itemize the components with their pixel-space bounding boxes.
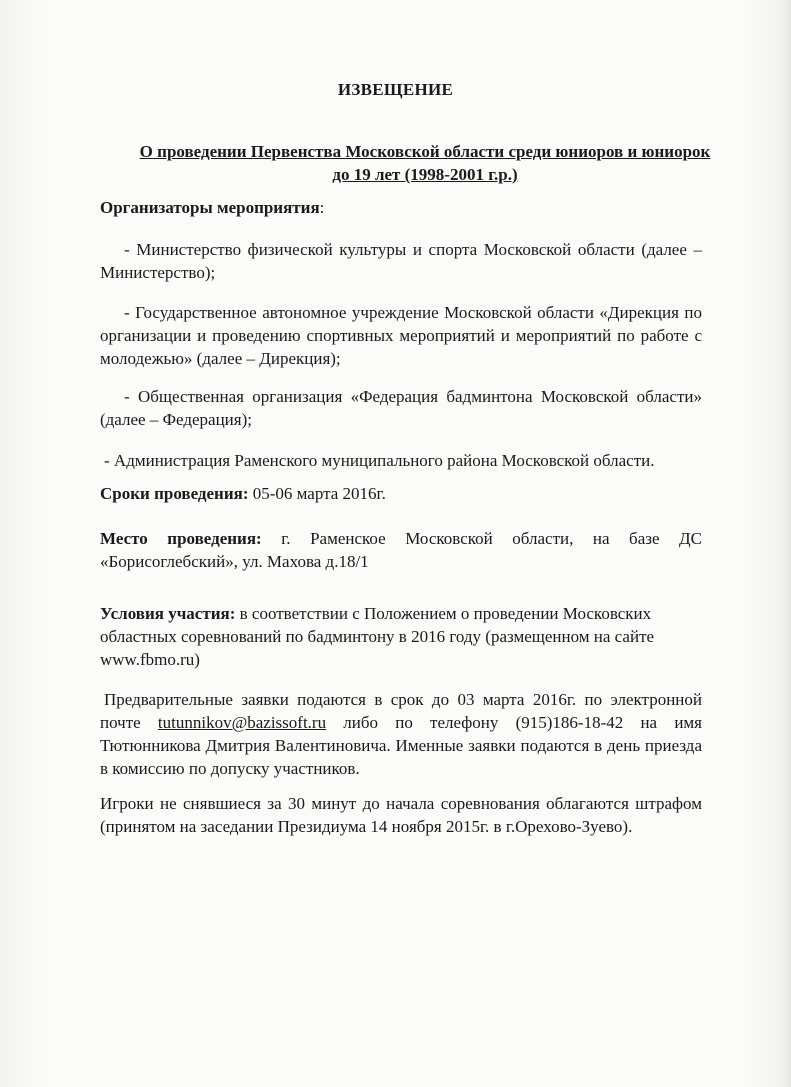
organizers-heading <box>100 196 702 219</box>
applications-text-after: либо по телефону (915)186-18-42 на имя Тютюнникова Дмитрия Валентиновича. Именные заявки подаются в день приезда в комиссию по допуску участников. <box>100 713 702 778</box>
participation-conditions-label: Условия участия: <box>100 604 236 623</box>
organizer-item-administration: - Администрация Раменского муниципального района Московской области. <box>104 451 655 470</box>
organizers-label: Организаторы мероприятия <box>100 198 320 217</box>
event-venue-label: Место проведения: <box>100 529 262 548</box>
document-title: ИЗВЕЩЕНИЕ <box>337 80 454 99</box>
organizer-item-federation: - Общественная организация «Федерация бадминтона Московской области» (далее – Федерация); <box>100 387 702 429</box>
event-dates-label: Сроки проведения: <box>100 484 249 503</box>
event-dates <box>100 482 702 505</box>
event-venue <box>100 527 702 573</box>
applications-email: tutunnikov@bazissoft.ru <box>157 713 327 732</box>
organizer-item-ministry: - Министерство физической культуры и спорта Московской области (далее – Министерство); <box>100 240 702 282</box>
penalty-notice: Игроки не снявшиеся за 30 минут до начала соревнования облагаются штрафом (принятом на заседании Президиума 14 ноября 2015г. в г.Орехово-Зуево). <box>100 794 702 836</box>
preliminary-applications <box>100 688 702 780</box>
organizer-item-directorate: - Государственное автономное учреждение Московской области «Дирекция по организации и проведению спортивных мероприятий и мероприятий по работе с молодежью» (далее – Дирекция); <box>100 303 702 368</box>
organizers-label-suffix: : <box>319 198 325 217</box>
page-edge-shadow <box>783 0 791 1087</box>
event-dates-value: 05-06 марта 2016г. <box>248 484 386 503</box>
event-venue-value: г. Раменское Московской области, на базе ДС «Борисоглебский», ул. Махова д.18/1 <box>100 529 702 571</box>
applications-text-before: Предварительные заявки подаются в срок до 03 марта 2016г. по электронной почте <box>100 690 702 732</box>
participation-conditions <box>100 602 710 671</box>
document-subtitle: О проведении Первенства Московской области среди юниоров и юниорок до 19 лет (1998-2001 г.р.) <box>139 142 711 184</box>
participation-conditions-value: в соответствии с Положением о проведении Московских областных соревнований по бадминтону в 2016 году (размещенном на сайте www.fbmo.ru) <box>100 604 655 669</box>
